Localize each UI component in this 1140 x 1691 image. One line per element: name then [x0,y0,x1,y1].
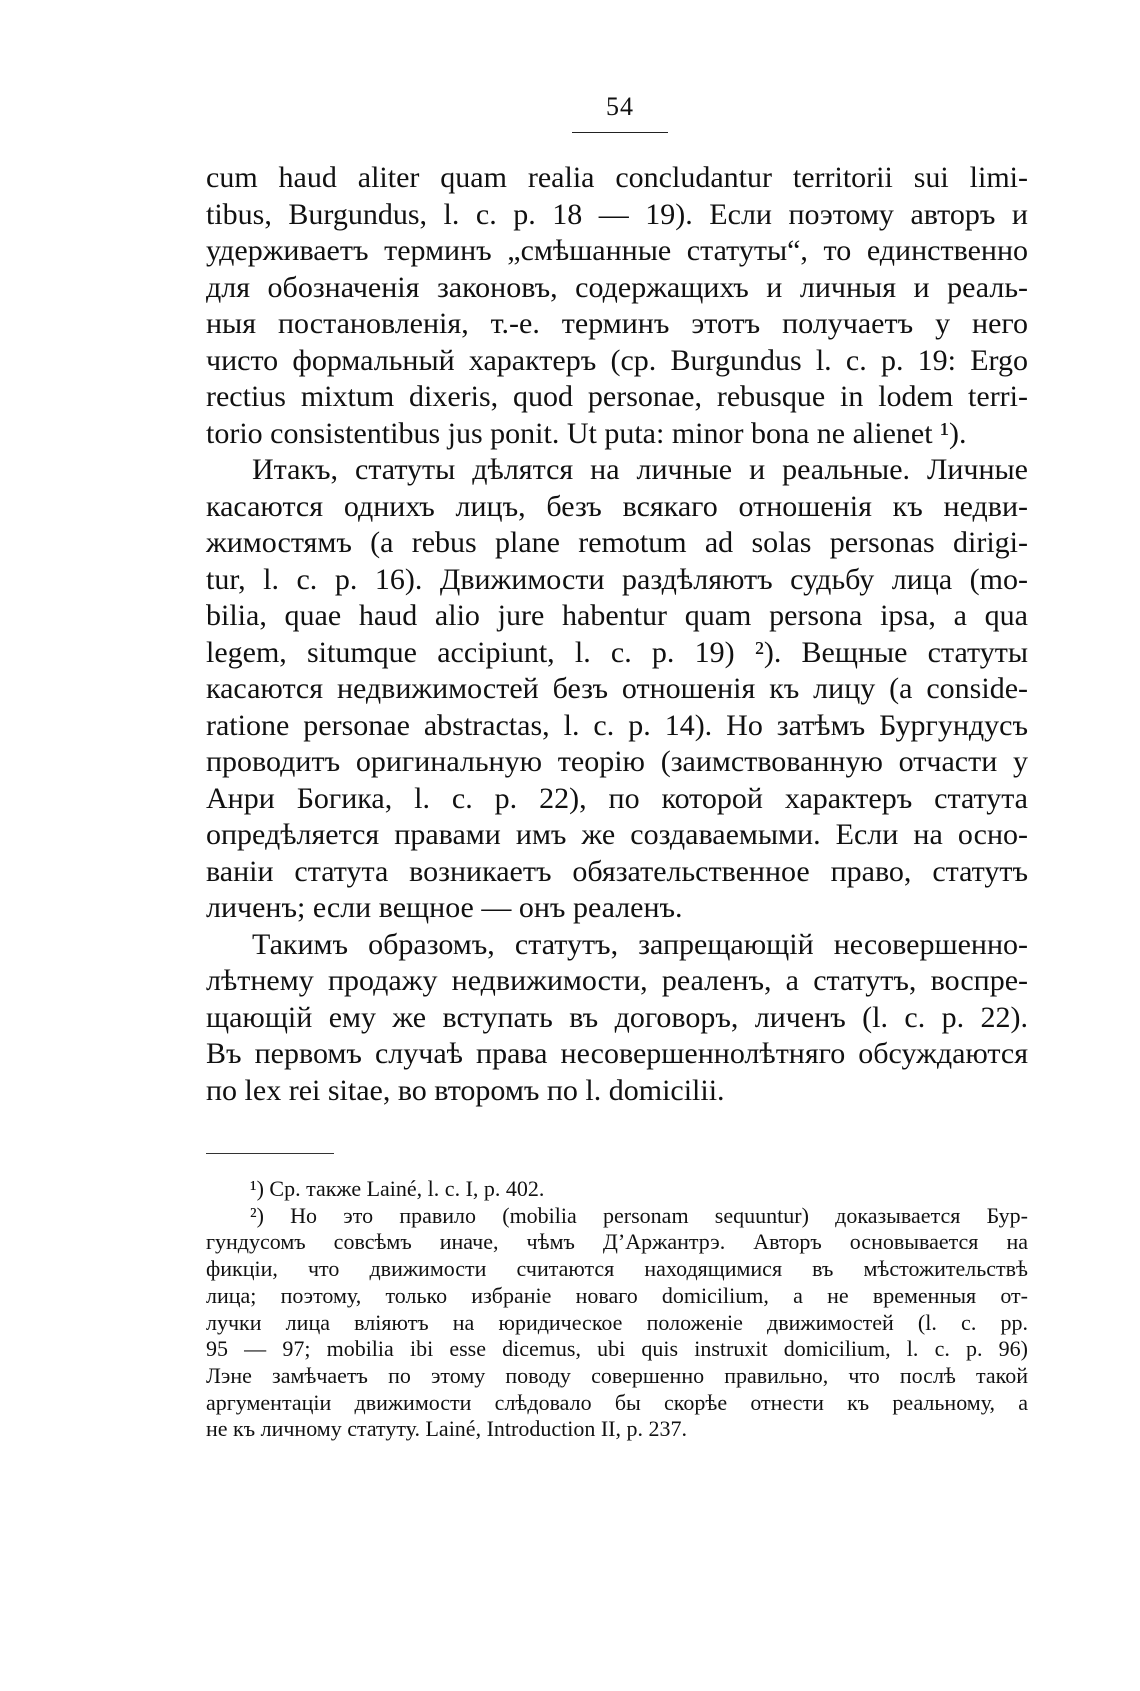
footnote-line: не къ личному статуту. Lainé, Introduction II, p. 237. [206,1416,687,1442]
text-line: ныя постановленія, т.-е. терминъ этотъ получаетъ у него [206,307,1028,340]
text-line: удерживаетъ терминъ „смѣшанные статуты“, то единственно [206,234,1028,267]
text-line: для обозначенія законовъ, содержащихъ и личныя и реаль- [206,270,1028,304]
text-line: касаются недвижимостей безъ отношенія къ лицу (a conside- [206,672,1028,705]
text-line: rectius mixtum dixeris, quod personae, rebusque in lodem terri- [206,380,1028,413]
text-line: tur, l. c. p. 16). Движимости раздѣляютъ судьбу лица (mo- [206,562,1028,596]
footnote-line: ¹) Ср. также Lainé, l. c. I, p. 402. [250,1176,545,1201]
footnote-line: аргументаціи движимости слѣдовало бы скорѣе отнести къ реальному, а [206,1389,1028,1415]
text-line: по lex rei sitae, во второмъ по l. domicilii. [206,1073,725,1107]
text-line: касаются однихъ лицъ, безъ всякаго отношенія къ недви- [206,489,1028,523]
text-line: лѣтнему продажу недвижимости, реаленъ, а статутъ, воспре- [206,964,1028,997]
text-line: ваніи статута возникаетъ обязательственное право, статутъ [206,854,1028,888]
page-number: 54 [606,92,634,121]
text-line: cum haud aliter quam realia concludantur territorii sui limi- [206,161,1028,194]
text-line: жимостямъ (a rebus plane remotum ad solas personas dirigi- [206,526,1028,559]
text-line: личенъ; если вещное — онъ реаленъ. [206,891,683,924]
text-line: проводитъ оригинальную теорію (заимствованную отчасти у [206,745,1028,778]
main-text [206,160,1028,1109]
page-number-rule [572,132,668,133]
text-line: ratione personae abstractas, l. c. p. 14). Но затѣмъ Бургундусъ [206,708,1028,742]
text-line: tibus, Burgundus, l. c. p. 18 — 19). Если поэтому авторъ и [206,197,1028,231]
text-line: legem, situmque accipiunt, l. c. p. 19) ²). Вещные статуты [206,635,1028,669]
text-line: bilia, quae haud alio jure habentur quam persona ipsa, a qua [206,599,1028,632]
footnotes [206,1176,1028,1443]
text-line: torio consistentibus jus ponit. Ut puta: minor bona ne alienet ¹). [206,416,967,450]
footnote-line: фикціи, что движимости считаются находящимися въ мѣстожительствѣ [206,1256,1028,1282]
footnote-line: гундусомъ совсѣмъ иначе, чѣмъ Д’Аржантрэ. Авторъ основывается на [206,1229,1028,1255]
text-line: чисто формальный характеръ (ср. Burgundus l. c. p. 19: Ergo [206,343,1028,377]
footnote-line: Лэне замѣчаетъ по этому поводу совершенно правильно, что послѣ такой [206,1362,1028,1388]
footnote-line: лучки лица вліяютъ на юридическое положеніе движимостей (l. c. pp. [206,1309,1028,1335]
text-line: Итакъ, статуты дѣлятся на личные и реальные. Личные [252,453,1028,486]
footnote-separator [206,1153,334,1154]
text-line: Анри Богика, l. c. p. 22), по которой характеръ статута [206,781,1028,815]
footnote-line: ²) Но это правило (mobilia personam sequuntur) доказывается Бур- [250,1202,1028,1228]
text-line: Въ первомъ случаѣ права несовершеннолѣтняго обсуждаются [206,1037,1028,1070]
footnote-line: 95 — 97; mobilia ibi esse dicemus, ubi quis instruxit domicilium, l. c. p. 96) [206,1336,1028,1362]
text-line: щающій ему же вступать въ договоръ, личенъ (l. c. p. 22). [206,1000,1028,1034]
footnote-line: лица; поэтому, только избраніе новаго domicilium, а не временныя от- [206,1282,1028,1308]
text-line: Такимъ образомъ, статутъ, запрещающій несовершенно- [252,927,1028,961]
text-line: опредѣляется правами имъ же создаваемыми. Если на осно- [206,818,1028,851]
